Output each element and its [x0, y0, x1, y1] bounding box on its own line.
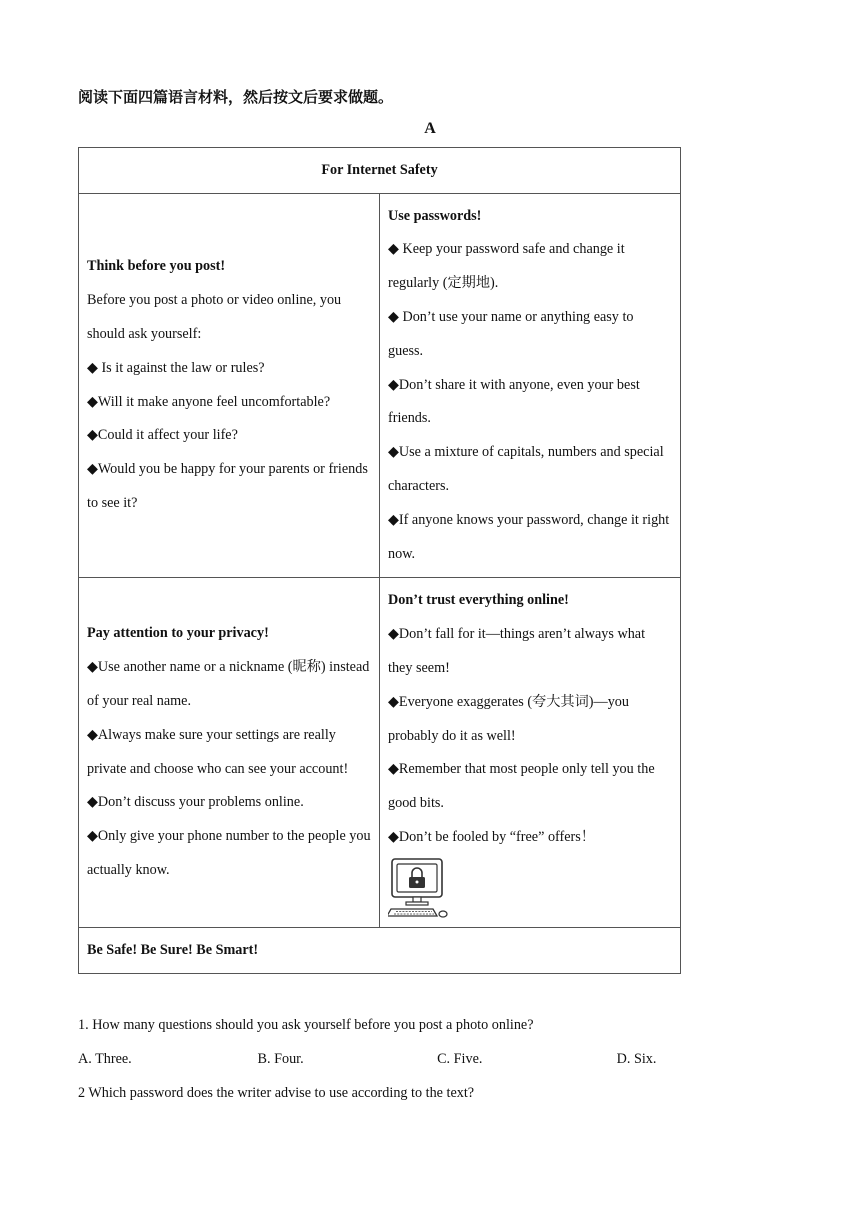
question-2-text: 2 Which password does the writer advise to use according to the text? — [78, 1085, 475, 1101]
privacy-title: Pay attention to your privacy! — [87, 625, 269, 642]
computer-lock-icon — [388, 857, 672, 921]
trust-line: ◆Everyone exaggerates (夸大其词)—you probably do it as well! — [388, 693, 629, 744]
questions-section — [78, 1008, 656, 1110]
think-line: ◆Would you be happy for your parents or friends to see it? — [87, 461, 368, 511]
table-footer: Be Safe! Be Sure! Be Smart! — [79, 928, 681, 974]
option-b[interactable]: B. Four. — [257, 1051, 304, 1067]
trust-line: ◆Don’t be fooled by “free” offers！ — [388, 828, 595, 845]
question-1-options — [78, 1042, 656, 1076]
use-passwords-cell — [380, 194, 681, 578]
trust-line: ◆Don’t fall for it—things aren’t always what they seem! — [388, 626, 646, 676]
think-line: ◆ Is it against the law or rules? — [87, 359, 265, 376]
privacy-line: ◆Don’t discuss your problems online. — [87, 794, 304, 811]
privacy-line: ◆Use another name or a nickname (昵称) instead of your real name. — [87, 659, 370, 709]
trust-line: ◆Remember that most people only tell you the good bits. — [388, 761, 655, 812]
think-line: Before you post a photo or video online, you should ask yourself: — [87, 292, 342, 342]
passwords-line: ◆ Don’t use your name or anything easy to guess. — [388, 309, 634, 359]
passwords-line: ◆If anyone knows your password, change it right now. — [388, 511, 670, 562]
privacy-line: ◆Only give your phone number to the people you actually know. — [87, 828, 371, 878]
question-1-text: 1. How many questions should you ask yourself before you post a photo online? — [78, 1017, 534, 1033]
think-before-post-cell — [79, 194, 380, 578]
privacy-line: ◆Always make sure your settings are really private and choose who can see your account! — [87, 726, 349, 777]
section-label: A — [424, 120, 436, 137]
think-line: ◆Could it affect your life? — [87, 427, 238, 444]
passwords-line: ◆ Keep your password safe and change it regularly (定期地). — [388, 241, 625, 292]
think-title: Think before you post! — [87, 258, 226, 275]
passwords-line: ◆Don’t share it with anyone, even your best friends. — [388, 376, 640, 427]
trust-title: Don’t trust everything online! — [388, 592, 569, 609]
trust-online-cell — [380, 578, 681, 928]
instruction-text: 阅读下面四篇语言材料，然后按文后要求做题。 — [78, 88, 394, 106]
internet-safety-table — [78, 147, 681, 974]
privacy-cell — [79, 578, 380, 928]
option-c[interactable]: C. Five. — [437, 1051, 483, 1067]
table-title: For Internet Safety — [79, 148, 681, 194]
think-line: ◆Will it make anyone feel uncomfortable? — [87, 393, 331, 410]
option-d[interactable]: D. Six. — [616, 1051, 657, 1067]
passwords-title: Use passwords! — [388, 207, 482, 224]
option-a[interactable]: A. Three. — [78, 1051, 132, 1067]
passwords-line: ◆Use a mixture of capitals, numbers and special characters. — [388, 444, 664, 494]
